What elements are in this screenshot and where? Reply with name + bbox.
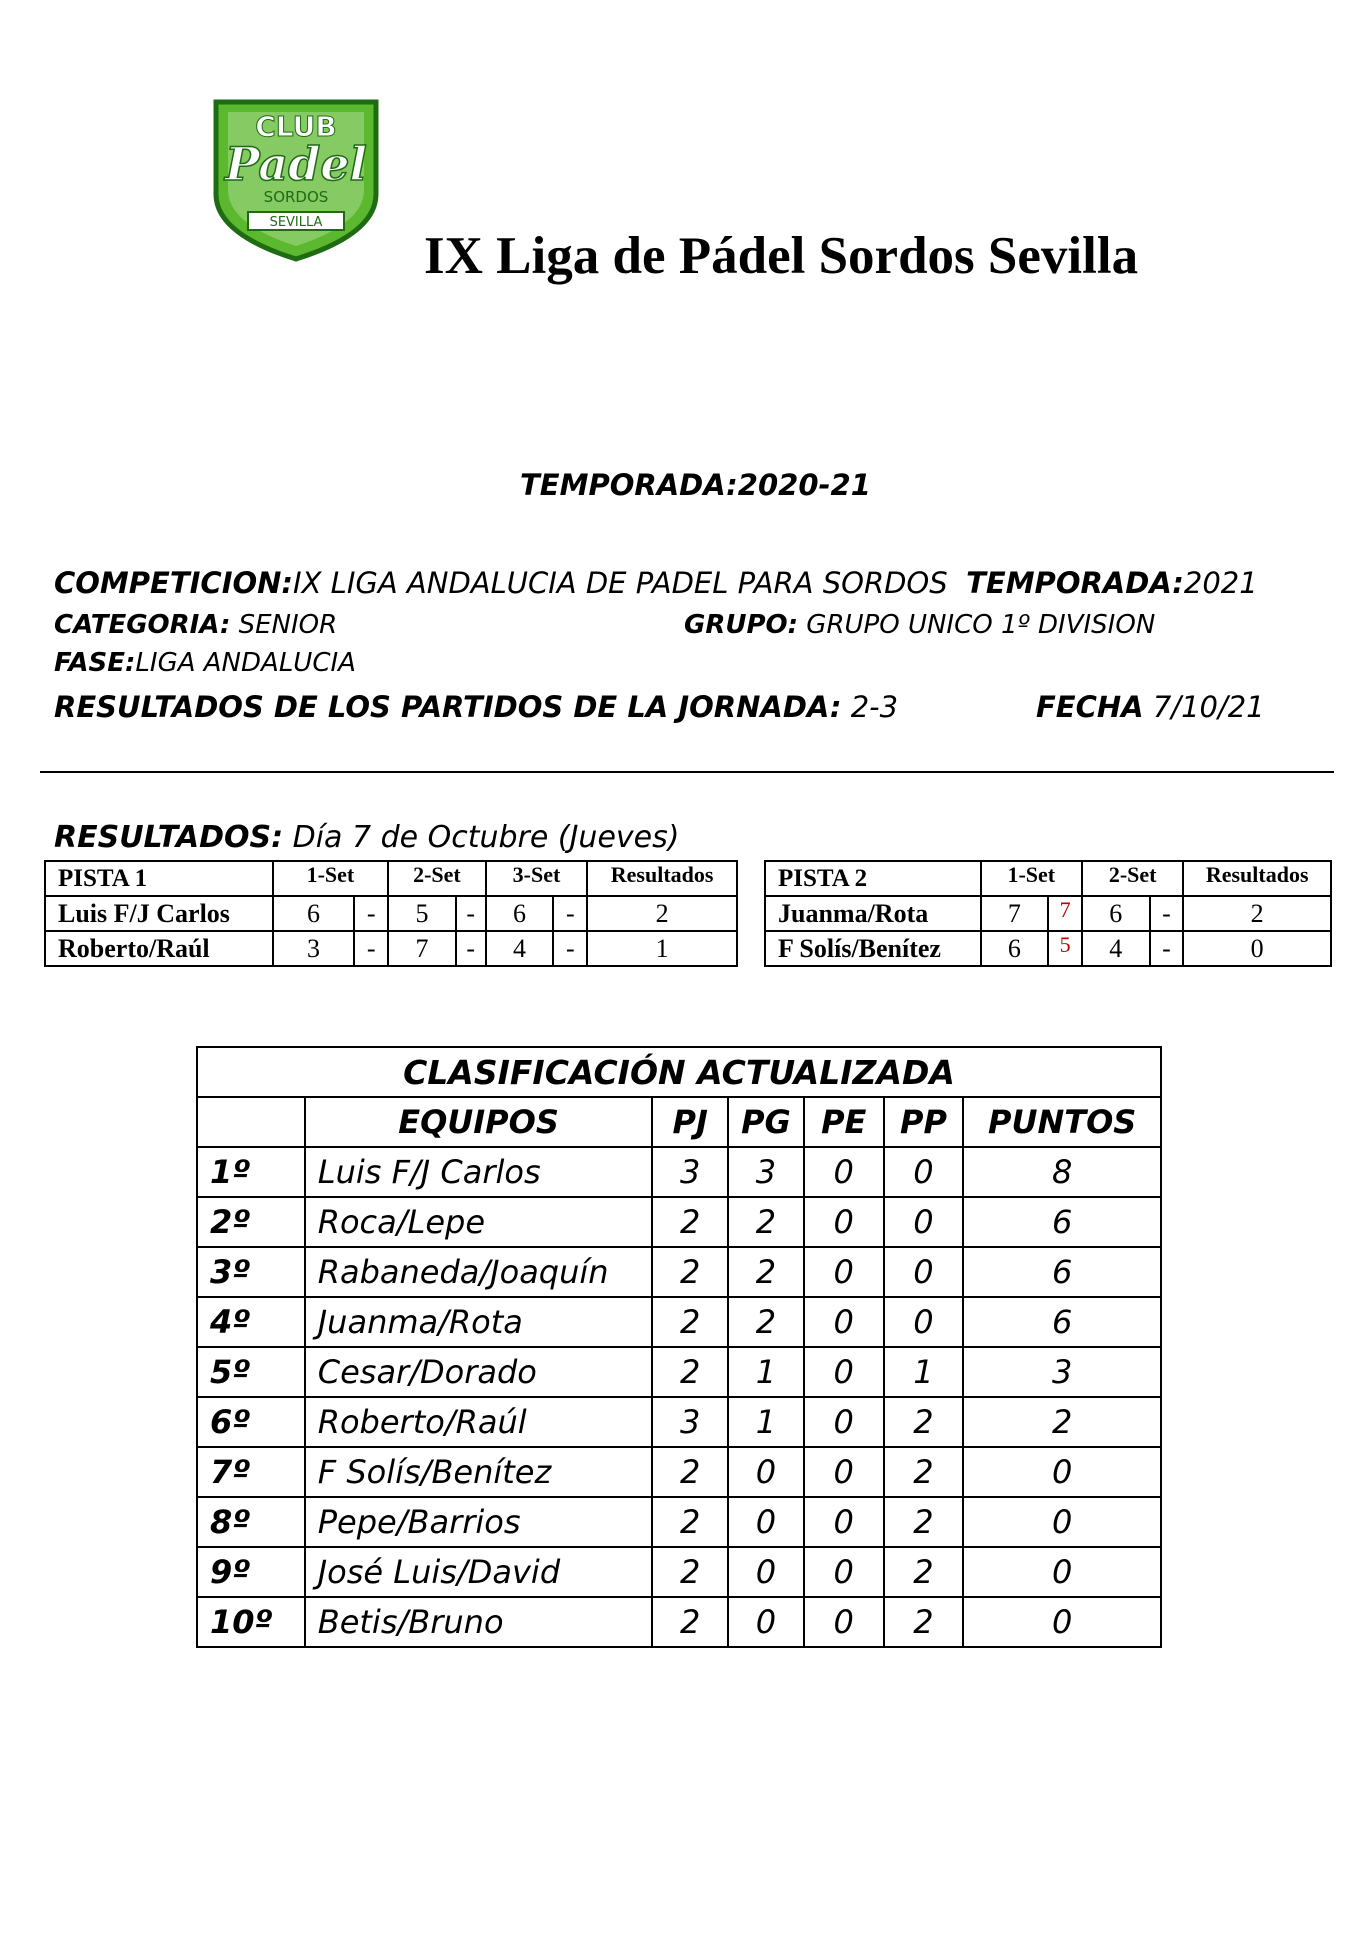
set-separator: - bbox=[354, 896, 388, 931]
clasificacion-table bbox=[196, 1046, 1162, 1648]
resultados-line bbox=[54, 820, 679, 855]
pe-value: 0 bbox=[804, 1397, 884, 1447]
position: 3º bbox=[197, 1247, 305, 1297]
pj-value: 2 bbox=[652, 1347, 728, 1397]
pj-value: 2 bbox=[652, 1247, 728, 1297]
puntos-value: 3 bbox=[963, 1347, 1161, 1397]
team-name: F Solís/Benítez bbox=[305, 1447, 653, 1497]
pista1-team: Roberto/Raúl bbox=[45, 931, 273, 966]
team-name: Roca/Lepe bbox=[305, 1197, 653, 1247]
team-name: Cesar/Dorado bbox=[305, 1347, 653, 1397]
pj-value: 2 bbox=[652, 1497, 728, 1547]
team-name: Betis/Bruno bbox=[305, 1597, 653, 1647]
set-separator: - bbox=[354, 931, 388, 966]
set-separator: - bbox=[1150, 931, 1184, 966]
pista1-header-row bbox=[45, 861, 737, 896]
pg-value: 0 bbox=[728, 1597, 804, 1647]
position: 8º bbox=[197, 1497, 305, 1547]
table-row bbox=[197, 1447, 1161, 1497]
match-result: 1 bbox=[587, 931, 737, 966]
pg-value: 2 bbox=[728, 1247, 804, 1297]
logo-sub-text: SORDOS bbox=[263, 188, 329, 206]
pp-value: 0 bbox=[884, 1197, 964, 1247]
pp-value: 2 bbox=[884, 1497, 964, 1547]
position: 7º bbox=[197, 1447, 305, 1497]
pista2-header-row bbox=[765, 861, 1331, 896]
pe-value: 0 bbox=[804, 1597, 884, 1647]
pe-value: 0 bbox=[804, 1347, 884, 1397]
team-name: José Luis/David bbox=[305, 1547, 653, 1597]
tiebreak-score: 7 bbox=[1048, 896, 1082, 931]
competicion-temporada-label: TEMPORADA: bbox=[966, 566, 1184, 600]
set-score: 4 bbox=[486, 931, 554, 966]
pe-value: 0 bbox=[804, 1197, 884, 1247]
header-pj: PJ bbox=[652, 1097, 728, 1147]
table-row bbox=[197, 1247, 1161, 1297]
page-title: IX Liga de Pádel Sordos Sevilla bbox=[424, 227, 1139, 285]
pg-value: 1 bbox=[728, 1347, 804, 1397]
position: 1º bbox=[197, 1147, 305, 1197]
pista2-table bbox=[764, 860, 1332, 967]
pe-value: 0 bbox=[804, 1147, 884, 1197]
puntos-value: 8 bbox=[963, 1147, 1161, 1197]
set-separator: - bbox=[1150, 896, 1184, 931]
clasificacion-title-row bbox=[197, 1047, 1161, 1097]
match-result: 0 bbox=[1183, 931, 1331, 966]
pe-value: 0 bbox=[804, 1297, 884, 1347]
club-logo bbox=[196, 84, 396, 264]
table-row bbox=[765, 931, 1331, 966]
table-row bbox=[197, 1547, 1161, 1597]
grupo-label: GRUPO: bbox=[684, 610, 799, 640]
header-puntos: PUNTOS bbox=[963, 1097, 1161, 1147]
pg-value: 3 bbox=[728, 1147, 804, 1197]
resultados-value: Día 7 de Octubre (Jueves) bbox=[283, 820, 680, 855]
fase-label: FASE: bbox=[54, 648, 136, 678]
team-name: Roberto/Raúl bbox=[305, 1397, 653, 1447]
fecha-label: FECHA bbox=[1036, 690, 1144, 724]
team-name: Rabaneda/Joaquín bbox=[305, 1247, 653, 1297]
position: 5º bbox=[197, 1347, 305, 1397]
pp-value: 2 bbox=[884, 1397, 964, 1447]
pista2-team: Juanma/Rota bbox=[765, 896, 981, 931]
competicion-label: COMPETICION: bbox=[54, 566, 294, 600]
pp-value: 0 bbox=[884, 1147, 964, 1197]
pp-value: 0 bbox=[884, 1247, 964, 1297]
pista2-header-set2: 2-Set bbox=[1082, 861, 1183, 896]
pp-value: 2 bbox=[884, 1547, 964, 1597]
pj-value: 3 bbox=[652, 1397, 728, 1447]
pp-value: 1 bbox=[884, 1347, 964, 1397]
puntos-value: 6 bbox=[963, 1297, 1161, 1347]
pista1-header-set2: 2-Set bbox=[388, 861, 486, 896]
pista1-name: PISTA 1 bbox=[45, 861, 273, 896]
position: 6º bbox=[197, 1397, 305, 1447]
logo-city-text: SEVILLA bbox=[269, 215, 323, 230]
table-row bbox=[197, 1497, 1161, 1547]
set-separator: - bbox=[553, 896, 587, 931]
set-separator: - bbox=[456, 931, 486, 966]
table-row bbox=[197, 1347, 1161, 1397]
puntos-value: 0 bbox=[963, 1497, 1161, 1547]
set-score: 6 bbox=[981, 931, 1049, 966]
pg-value: 0 bbox=[728, 1447, 804, 1497]
match-result: 2 bbox=[587, 896, 737, 931]
horizontal-rule bbox=[40, 771, 1334, 773]
set-score: 3 bbox=[273, 931, 355, 966]
jornada-value: 2-3 bbox=[841, 690, 899, 724]
pista1-header-set3: 3-Set bbox=[486, 861, 588, 896]
table-row bbox=[197, 1397, 1161, 1447]
grupo-line bbox=[684, 610, 1155, 640]
table-row bbox=[45, 896, 737, 931]
puntos-value: 0 bbox=[963, 1597, 1161, 1647]
pe-value: 0 bbox=[804, 1547, 884, 1597]
match-result: 2 bbox=[1183, 896, 1331, 931]
fase-line bbox=[54, 648, 356, 678]
position: 2º bbox=[197, 1197, 305, 1247]
team-name: Pepe/Barrios bbox=[305, 1497, 653, 1547]
table-row bbox=[765, 896, 1331, 931]
logo-club-text: CLUB bbox=[255, 110, 337, 143]
pp-value: 2 bbox=[884, 1447, 964, 1497]
position: 4º bbox=[197, 1297, 305, 1347]
pj-value: 2 bbox=[652, 1447, 728, 1497]
set-score: 6 bbox=[273, 896, 355, 931]
clasificacion-title: CLASIFICACIÓN ACTUALIZADA bbox=[197, 1047, 1161, 1097]
pj-value: 2 bbox=[652, 1197, 728, 1247]
puntos-value: 2 bbox=[963, 1397, 1161, 1447]
pg-value: 0 bbox=[728, 1497, 804, 1547]
pg-value: 0 bbox=[728, 1547, 804, 1597]
tiebreak-score: 5 bbox=[1048, 931, 1082, 966]
set-score: 7 bbox=[981, 896, 1049, 931]
resultados-label: RESULTADOS: bbox=[54, 820, 284, 855]
fase-value: LIGA ANDALUCIA bbox=[135, 648, 356, 678]
table-row bbox=[45, 931, 737, 966]
set-separator: - bbox=[456, 896, 486, 931]
set-score: 7 bbox=[388, 931, 456, 966]
competicion-value: IX LIGA ANDALUCIA DE PADEL PARA SORDOS bbox=[293, 566, 948, 600]
grupo-value: GRUPO UNICO 1º DIVISION bbox=[798, 610, 1156, 640]
pista1-table bbox=[44, 860, 738, 967]
competicion-temporada-value: 2021 bbox=[1183, 566, 1258, 600]
pg-value: 2 bbox=[728, 1197, 804, 1247]
pe-value: 0 bbox=[804, 1497, 884, 1547]
team-name: Juanma/Rota bbox=[305, 1297, 653, 1347]
header-blank bbox=[197, 1097, 305, 1147]
header-pg: PG bbox=[728, 1097, 804, 1147]
categoria-line bbox=[54, 610, 337, 640]
set-score: 5 bbox=[388, 896, 456, 931]
temporada-line: TEMPORADA:2020-21 bbox=[520, 468, 871, 502]
categoria-value: SENIOR bbox=[230, 610, 338, 640]
club-logo-icon bbox=[196, 84, 396, 264]
header-pp: PP bbox=[884, 1097, 964, 1147]
jornada-label: RESULTADOS DE LOS PARTIDOS DE LA JORNADA: bbox=[54, 690, 842, 724]
set-score: 6 bbox=[1082, 896, 1150, 931]
set-score: 6 bbox=[486, 896, 554, 931]
pista2-name: PISTA 2 bbox=[765, 861, 981, 896]
table-row bbox=[197, 1597, 1161, 1647]
categoria-label: CATEGORIA: bbox=[54, 610, 231, 640]
set-score: 4 bbox=[1082, 931, 1150, 966]
header-equipos: EQUIPOS bbox=[305, 1097, 653, 1147]
pj-value: 3 bbox=[652, 1147, 728, 1197]
position: 9º bbox=[197, 1547, 305, 1597]
team-name: Luis F/J Carlos bbox=[305, 1147, 653, 1197]
puntos-value: 0 bbox=[963, 1447, 1161, 1497]
jornada-line bbox=[54, 690, 898, 724]
pista1-team: Luis F/J Carlos bbox=[45, 896, 273, 931]
clasificacion-header-row bbox=[197, 1097, 1161, 1147]
pj-value: 2 bbox=[652, 1547, 728, 1597]
puntos-value: 6 bbox=[963, 1247, 1161, 1297]
pista2-header-resultados: Resultados bbox=[1183, 861, 1331, 896]
fecha-value: 7/10/21 bbox=[1143, 690, 1265, 724]
pista1-header-set1: 1-Set bbox=[273, 861, 388, 896]
logo-script-text: Padel bbox=[224, 137, 368, 191]
competicion-line bbox=[54, 566, 1258, 600]
pista2-team: F Solís/Benítez bbox=[765, 931, 981, 966]
pg-value: 1 bbox=[728, 1397, 804, 1447]
table-row bbox=[197, 1147, 1161, 1197]
puntos-value: 0 bbox=[963, 1547, 1161, 1597]
fecha-line bbox=[1036, 690, 1265, 724]
pista1-header-resultados: Resultados bbox=[587, 861, 737, 896]
set-separator: - bbox=[553, 931, 587, 966]
puntos-value: 6 bbox=[963, 1197, 1161, 1247]
pp-value: 0 bbox=[884, 1297, 964, 1347]
pg-value: 2 bbox=[728, 1297, 804, 1347]
table-row bbox=[197, 1197, 1161, 1247]
pe-value: 0 bbox=[804, 1247, 884, 1297]
pj-value: 2 bbox=[652, 1597, 728, 1647]
pj-value: 2 bbox=[652, 1297, 728, 1347]
header-pe: PE bbox=[804, 1097, 884, 1147]
table-row bbox=[197, 1297, 1161, 1347]
pista2-header-set1: 1-Set bbox=[981, 861, 1082, 896]
pp-value: 2 bbox=[884, 1597, 964, 1647]
position: 10º bbox=[197, 1597, 305, 1647]
pe-value: 0 bbox=[804, 1447, 884, 1497]
